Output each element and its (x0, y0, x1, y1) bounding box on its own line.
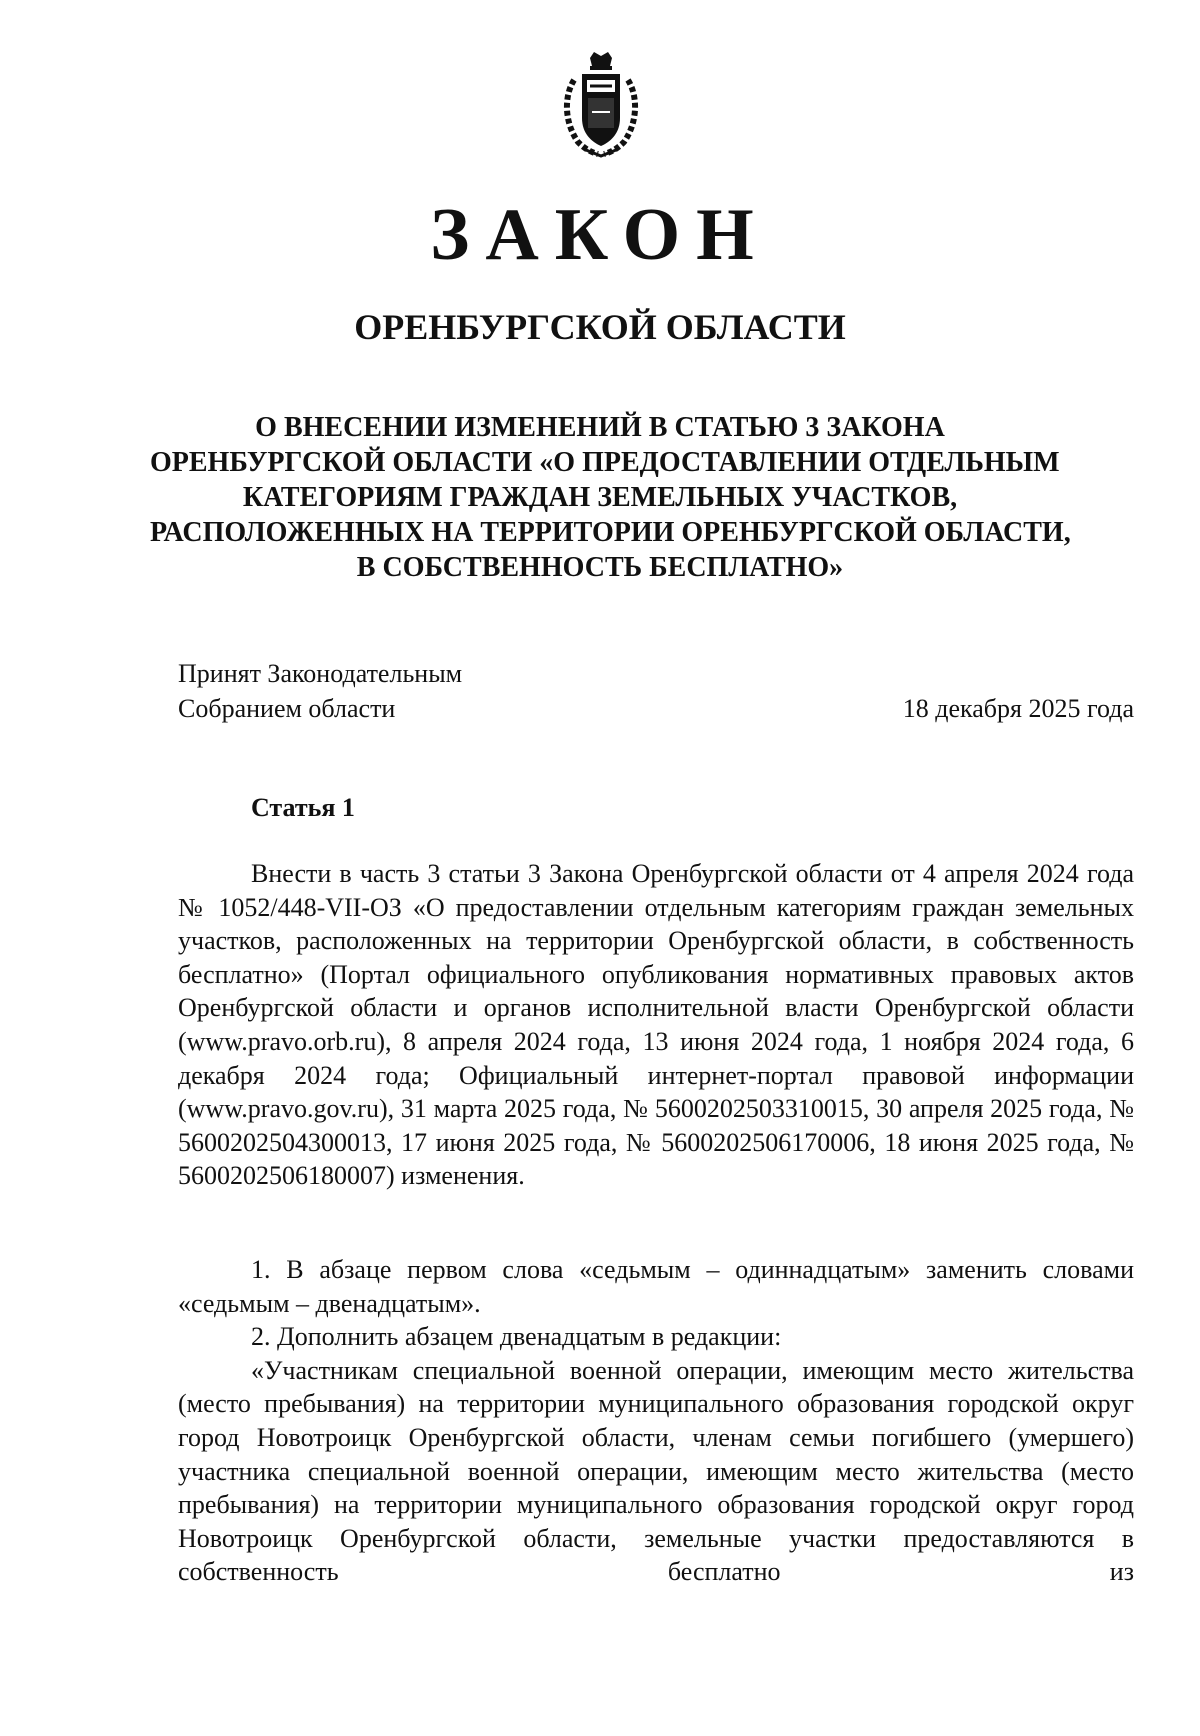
article-item-1: 1. В абзаце первом слова «седьмым – одиннадцатым» заменить словами «седьмым – двенадцатым». (178, 1255, 1134, 1318)
article-quoted-paragraph: «Участникам специальной военной операции, имеющим место жительства (место пребывания) на территории муниципального образования городской округ город Новотроицк Оренбургской области, членам семьи погибшего (умершего) участника специальной военной операции, имеющим место жительства (место пребывания) на территории муниципального образования городской округ город Новотроицк Оренбургской области, земельные участки предоставляются в собственность бесплатно из (178, 1355, 1134, 1587)
article-heading: Статья 1 (251, 793, 355, 822)
subject-line: О ВНЕСЕНИИ ИЗМЕНЕНИЙ В СТАТЬЮ 3 ЗАКОНА (255, 412, 945, 443)
law-title: ЗАКОН (430, 194, 770, 276)
law-subject (150, 410, 1071, 585)
region-title: ОРЕНБУРГСКОЙ ОБЛАСТИ (354, 307, 846, 347)
adoption-date: 18 декабря 2025 года (902, 694, 1134, 723)
article-intro-block (178, 857, 1134, 1193)
article-items-block (178, 1253, 1134, 1589)
subject-line: РАСПОЛОЖЕННЫХ НА ТЕРРИТОРИИ ОРЕНБУРГСКОЙ ОБЛАСТИ, (150, 517, 1071, 548)
subject-line: ОРЕНБУРГСКОЙ ОБЛАСТИ «О ПРЕДОСТАВЛЕНИИ ОТДЕЛЬНЫМ (150, 447, 1060, 478)
adoption-line-1: Принят Законодательным (178, 659, 463, 688)
coat-of-arms-emblem (560, 52, 642, 158)
subject-line: КАТЕГОРИЯМ ГРАЖДАН ЗЕМЕЛЬНЫХ УЧАСТКОВ, (242, 482, 958, 513)
adoption-line-2: Собранием области (178, 694, 396, 723)
article-intro-paragraph: Внести в часть 3 статьи 3 Закона Оренбургской области от 4 апреля 2024 года № 1052/448-VII-ОЗ «О предоставлении отдельным категориям граждан земельных участков, расположенных на территории Оренбургской области, в собственность бесплатно» (Портал официального опубликования нормативных правовых актов Оренбургской области и органов исполнительной власти Оренбургской области (www.pravo.orb.ru), 8 апреля 2024 года, 13 июня 2024 года, 1 ноября 2024 года, 6 декабря 2024 года; Официальный интернет-портал правовой информации (www.pravo.gov.ru), 31 марта 2025 года, № 5600202503310015, 30 апреля 2025 года, № 5600202504300013, 17 июня 2025 года, № 5600202506170006, 18 июня 2025 года, № 5600202506180007) изменения. (178, 859, 1134, 1191)
article-item-2: 2. Дополнить абзацем двенадцатым в редакции: (251, 1322, 782, 1352)
subject-line: В СОБСТВЕННОСТЬ БЕСПЛАТНО» (356, 552, 844, 583)
adoption-note (178, 656, 462, 726)
